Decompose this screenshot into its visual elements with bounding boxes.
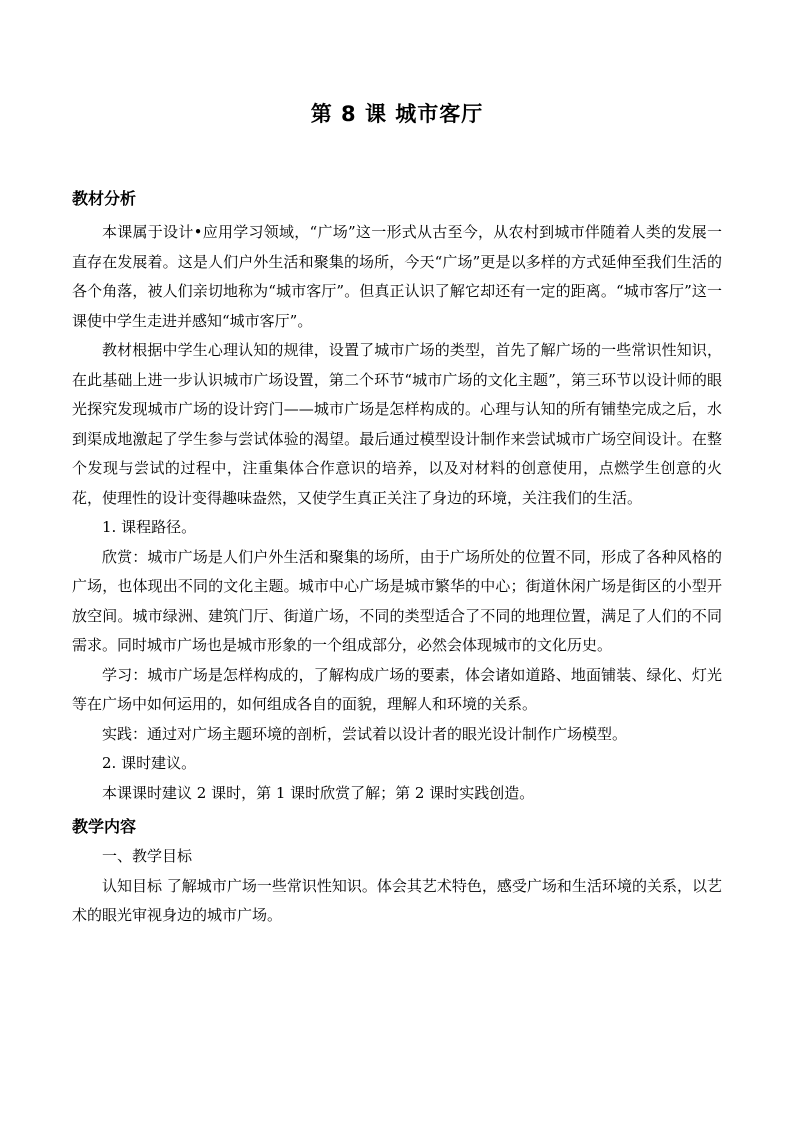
document-body [72,184,722,931]
paragraph: 实践：通过对广场主题环境的剖析，尝试着以设计者的眼光设计制作广场模型。 [102,724,628,743]
section-heading-content: 教学内容 [72,817,137,836]
paragraph: 认知目标 了解城市广场一些常识性知识。体会其艺术特色，感受广场和生活环境的关系，以艺术的眼光审视身边的城市广场。 [72,876,722,924]
paragraph: 欣赏：城市广场是人们户外生活和聚集的场所，由于广场所处的位置不同，形成了各种风格的广场，也体现出不同的文化主题。城市中心广场是城市繁华的中心；街道休闲广场是街区的小型开放空间。城市绿洲、建筑门厅、街道广场，不同的类型适合了不同的地理位置，满足了人们的不同需求。同时城市广场也是城市形象的一个组成部分，必然会体现城市的文化历史。 [72,547,722,654]
list-item: 1. 课程路径。 [102,518,197,536]
paragraph: 本课属于设计•应用学习领域，“广场”这一形式从古至今，从农村到城市伴随着人类的发展一直存在发展着。这是人们户外生活和聚集的场所，今天“广场”更是以多样的方式延伸至我们生活的各个角落，被人们亲切地称为“城市客厅”。但真正认识了解它却还有一定的距离。“城市客厅”这一课使中学生走进并感知“城市客厅”。 [72,223,722,330]
section-heading-analysis: 教材分析 [72,189,137,208]
paragraph: 学习：城市广场是怎样构成的，了解构成广场的要素，体会诸如道路、地面铺装、绿化、灯光等在广场中如何运用的，如何组成各自的面貌，理解人和环境的关系。 [72,665,722,713]
paragraph: 教材根据中学生心理认知的规律，设置了城市广场的类型，首先了解广场的一些常识性知识，在此基础上进一步认识城市广场设置，第二个环节“城市广场的文化主题”，第三环节以设计师的眼光探究发现城市广场的设计窍门——城市广场是怎样构成的。心理与认知的所有铺垫完成之后，水到渠成地激起了学生参与尝试体验的渴望。最后通过模型设计制作来尝试城市广场空间设计。在整个发现与尝试的过程中，注重集体合作意识的培养，以及对材料的创意使用，点燃学生创意的火花，使理性的设计变得趣味盎然，又使学生真正关注了身边的环境，关注我们的生活。 [72,341,722,507]
list-item: 一、教学目标 [102,847,193,865]
paragraph: 本课课时建议 2 课时，第 1 课时欣赏了解；第 2 课时实践创造。 [102,783,535,802]
page-title: 第 8 课 城市客厅 [310,102,484,126]
list-item: 2. 课时建议。 [102,754,197,772]
